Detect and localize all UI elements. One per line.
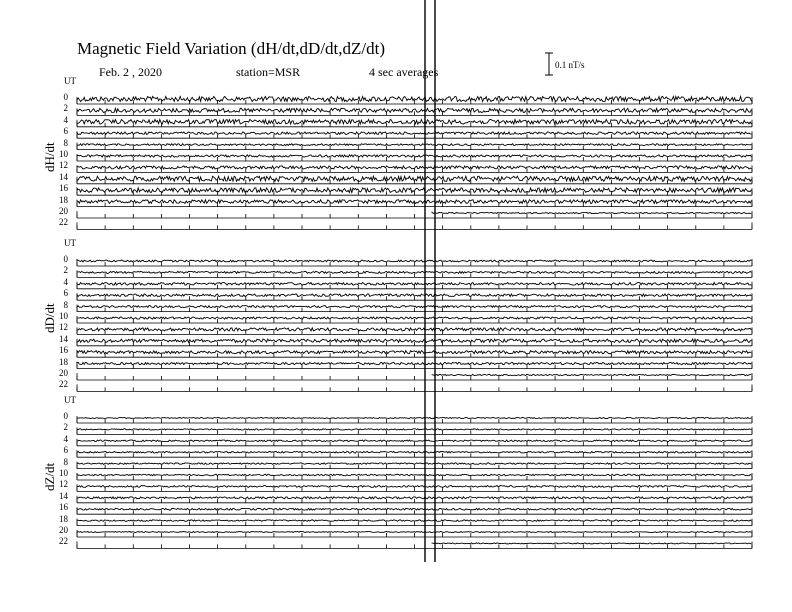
ut-tick-label: 18: [59, 513, 68, 524]
series-trace: [77, 188, 751, 193]
ut-tick-label: 6: [63, 126, 68, 137]
ut-tick-label: 0: [63, 254, 68, 264]
hour-ticks: [77, 319, 752, 323]
scale-bar-label: 0.1 nT/s: [555, 60, 585, 70]
ut-tick-label: 12: [59, 479, 68, 490]
hour-ticks: [77, 510, 752, 514]
hour-ticks: [77, 522, 752, 526]
ut-tick-label: 16: [59, 183, 68, 194]
ut-tick-label: 10: [59, 468, 68, 478]
chart-title: Magnetic Field Variation (dH/dt,dD/dt,dZ/dt): [77, 39, 386, 58]
hour-ticks: [77, 453, 752, 457]
ut-tick-label: 22: [59, 217, 68, 228]
ut-tick-label: 0: [63, 92, 68, 102]
ut-tick-label: 18: [59, 356, 68, 367]
hour-ticks: [77, 430, 752, 434]
averaging-label: 4 sec averages: [369, 65, 439, 79]
series-trace: [77, 362, 751, 364]
hour-ticks: [77, 419, 752, 423]
series-trace: [77, 271, 751, 273]
ut-tick-label: 20: [59, 368, 68, 378]
series-trace: [77, 176, 751, 181]
hour-ticks: [77, 353, 752, 357]
ut-tick-label: 4: [63, 433, 68, 444]
hour-ticks: [77, 465, 752, 469]
series-trace: [77, 485, 751, 487]
series-trace: [77, 497, 751, 499]
series-trace: [77, 474, 751, 476]
panel-label: dD/dt: [42, 303, 57, 333]
series-trace: [77, 531, 751, 532]
ut-tick-label: 2: [63, 422, 68, 433]
panel-label: dH/dt: [42, 142, 57, 172]
ut-tick-label: 2: [63, 265, 68, 276]
ut-axis-label: UT: [64, 76, 76, 86]
series-trace: [77, 317, 751, 319]
series-trace: [77, 508, 751, 510]
hour-ticks: [77, 544, 752, 548]
ut-tick-label: 14: [59, 333, 68, 344]
hour-ticks: [77, 499, 752, 503]
ut-axis-label: UT: [64, 238, 76, 248]
ut-tick-label: 12: [59, 160, 68, 171]
series-trace: [77, 283, 751, 286]
ut-tick-label: 0: [63, 411, 68, 421]
ut-tick-label: 22: [59, 379, 68, 390]
ut-tick-label: 6: [63, 445, 68, 456]
hour-ticks: [77, 285, 752, 289]
series-trace: [77, 155, 751, 157]
ut-tick-label: 4: [63, 114, 68, 125]
station-label: station=MSR: [236, 65, 301, 79]
ut-tick-label: 4: [63, 276, 68, 287]
hour-ticks: [77, 225, 752, 229]
hour-ticks: [77, 262, 752, 266]
series-trace: [77, 294, 751, 297]
hour-ticks: [77, 365, 752, 369]
ut-tick-label: 8: [63, 456, 68, 467]
ut-tick-label: 6: [63, 288, 68, 299]
ut-axis-label: UT: [64, 395, 76, 405]
ut-tick-label: 2: [63, 103, 68, 114]
ut-tick-label: 8: [63, 299, 68, 310]
ut-tick-label: 20: [59, 525, 68, 535]
series-trace: [77, 260, 751, 262]
series-trace: [77, 306, 751, 308]
ut-tick-label: 10: [59, 311, 68, 321]
hour-ticks: [77, 157, 752, 161]
series-trace: [77, 166, 751, 169]
ut-tick-label: 14: [59, 490, 68, 501]
hour-ticks: [77, 273, 752, 277]
panel-label: dZ/dt: [42, 462, 57, 491]
series-trace: [77, 440, 751, 442]
series-trace: [77, 144, 751, 146]
ut-tick-label: 20: [59, 206, 68, 216]
ut-tick-label: 12: [59, 322, 68, 333]
ut-tick-label: 18: [59, 194, 68, 205]
series-trace: [77, 429, 751, 430]
series-trace: [77, 132, 751, 135]
hour-ticks: [77, 214, 752, 218]
series-trace: [77, 417, 751, 418]
hour-ticks: [77, 387, 752, 391]
hour-ticks: [77, 442, 752, 446]
hour-ticks: [77, 533, 752, 537]
series-trace: [432, 212, 751, 213]
series-trace: [77, 463, 751, 465]
series-trace: [432, 543, 751, 544]
hour-ticks: [77, 134, 752, 138]
ut-tick-label: 8: [63, 137, 68, 148]
ut-tick-label: 10: [59, 149, 68, 159]
ut-tick-label: 16: [59, 345, 68, 356]
hour-ticks: [77, 376, 752, 380]
hour-ticks: [77, 296, 752, 300]
hour-ticks: [77, 487, 752, 491]
series-trace: [432, 374, 751, 375]
hour-ticks: [77, 476, 752, 480]
ut-tick-label: 22: [59, 536, 68, 547]
ut-tick-label: 14: [59, 171, 68, 182]
ut-tick-label: 16: [59, 502, 68, 513]
date-label: Feb. 2 , 2020: [99, 65, 162, 79]
series-trace: [77, 520, 751, 522]
hour-ticks: [77, 330, 752, 334]
hour-ticks: [77, 308, 752, 312]
series-trace: [77, 451, 751, 453]
hour-ticks: [77, 146, 752, 150]
